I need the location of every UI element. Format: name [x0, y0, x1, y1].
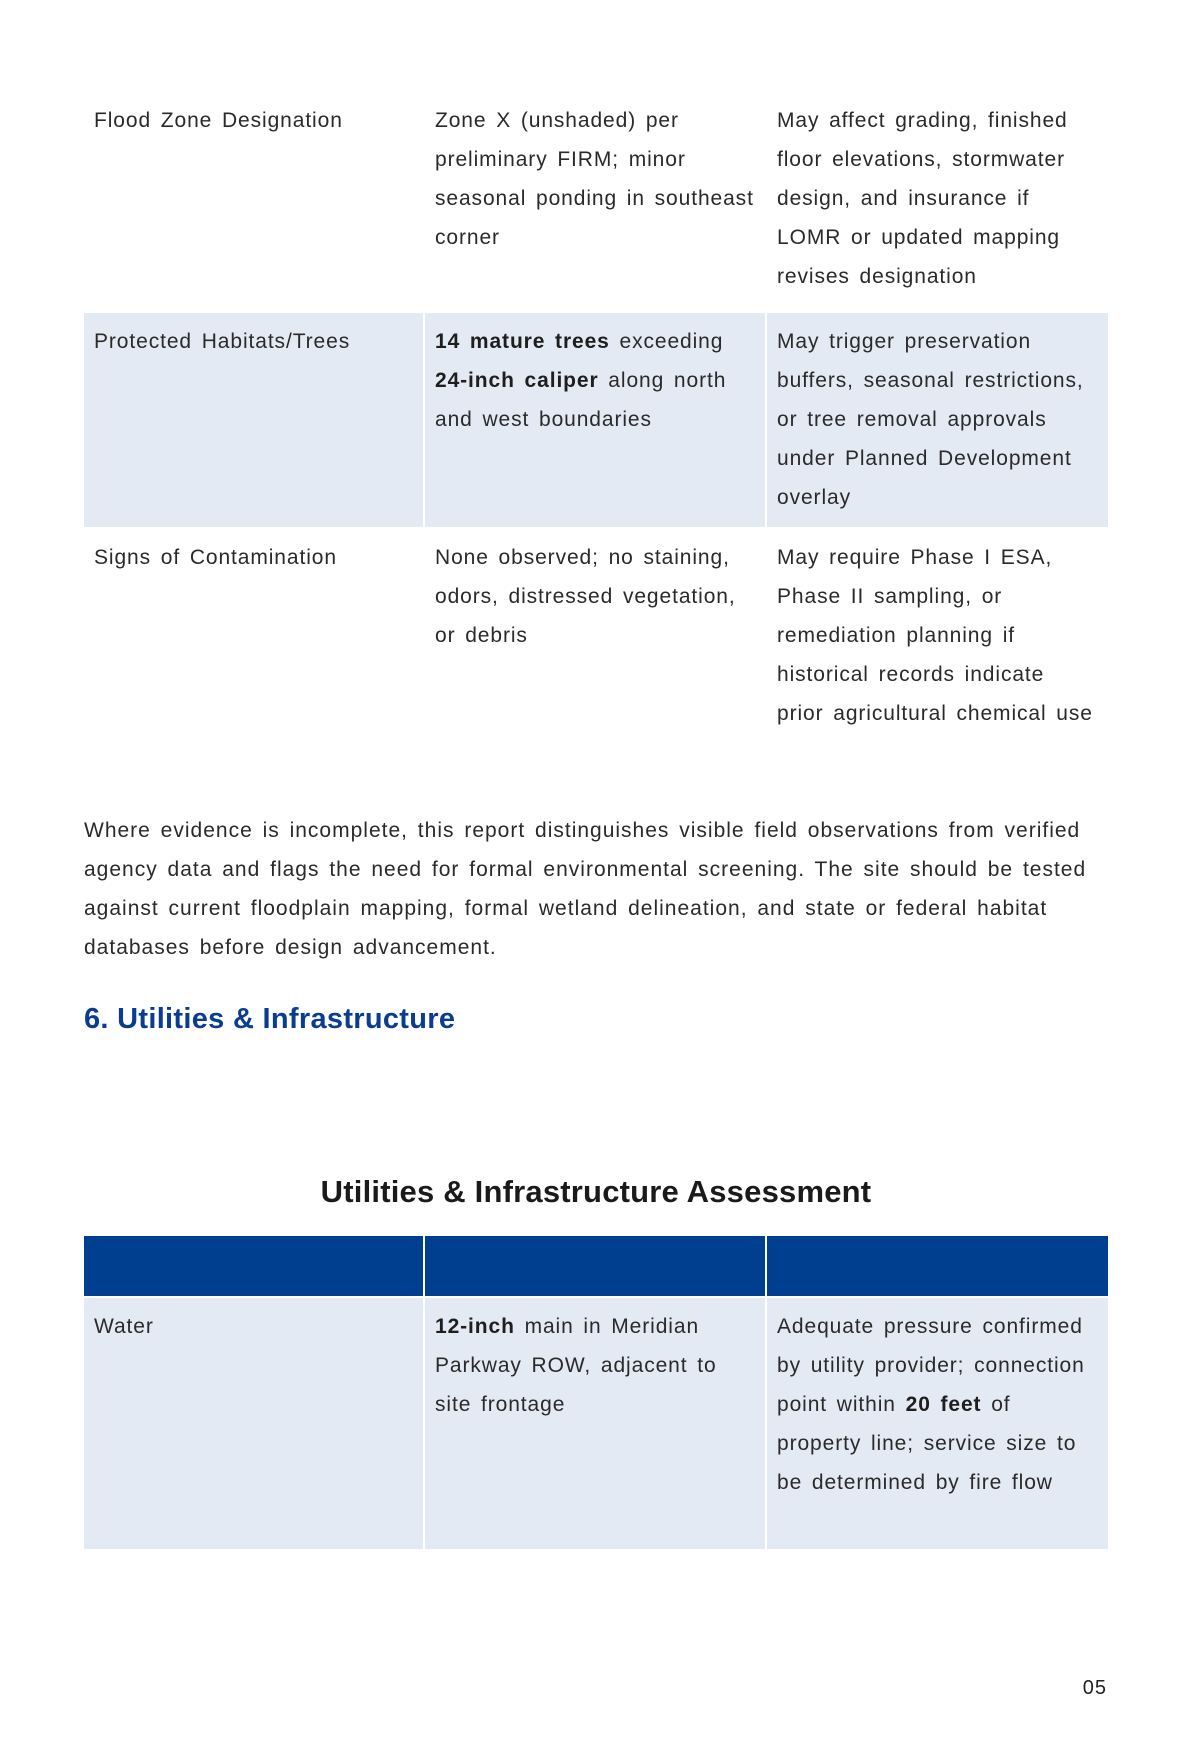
table-row [84, 1297, 1108, 1549]
table-cell: Water [84, 1297, 424, 1549]
environmental-table [84, 92, 1108, 778]
table-header-cell [766, 1236, 1108, 1297]
table-cell: Flood Zone Designation [94, 109, 343, 132]
table-row [84, 528, 1108, 778]
emphasis-text: 14 mature trees [435, 330, 610, 353]
emphasis-text: 24-inch caliper [435, 369, 599, 392]
cell-text: exceeding [609, 330, 724, 353]
table-header-cell [424, 1236, 766, 1297]
table-title: Utilities & Infrastructure Assessment [320, 1174, 872, 1209]
table-header-cell [84, 1236, 424, 1297]
table-cell: May affect grading, finished floor elevations, stormwater design, and insurance if LOMR or updated mapping revises designation [766, 92, 1108, 312]
cell-text: Adequate pressure confirmed by utility provider; connection point within [777, 1315, 1085, 1416]
table-cell: Protected Habitats/Trees [84, 312, 424, 528]
utilities-table [84, 1236, 1108, 1549]
table-cell [766, 1297, 1108, 1549]
section-heading: 6. Utilities & Infrastructure [84, 1003, 456, 1035]
table-header-row [84, 1236, 1108, 1297]
table-cell: None observed; no staining, odors, distressed vegetation, or debris [424, 528, 766, 778]
table-row [84, 92, 1108, 312]
table-cell [424, 312, 766, 528]
table-row [84, 312, 1108, 528]
body-paragraph: Where evidence is incomplete, this report distinguishes visible field observations from verified agency data and flags the need for formal environmental screening. The site should be tested against current floodplain mapping, formal wetland delineation, and state or federal habitat databases before design advancement. [84, 819, 1087, 959]
cell-text: main in Meridian Parkway ROW, adjacent to site frontage [435, 1315, 717, 1416]
page-number: 05 [1082, 1677, 1107, 1699]
table-cell: May require Phase I ESA, Phase II sampling, or remediation planning if historical records indicate prior agricultural chemical use [766, 528, 1108, 778]
table-cell: May trigger preservation buffers, seasonal restrictions, or tree removal approvals under Planned Development overlay [766, 312, 1108, 528]
table-cell [424, 1297, 766, 1549]
table-cell: Signs of Contamination [84, 528, 424, 778]
emphasis-text: 12-inch [435, 1315, 515, 1338]
table-cell: Zone X (unshaded) per preliminary FIRM; minor seasonal ponding in southeast corner [424, 92, 766, 312]
cell-text: of property line; service size to be determined by fire flow [777, 1393, 1077, 1494]
emphasis-text: 20 feet [905, 1393, 982, 1416]
cell-text: along north and west boundaries [435, 369, 727, 431]
